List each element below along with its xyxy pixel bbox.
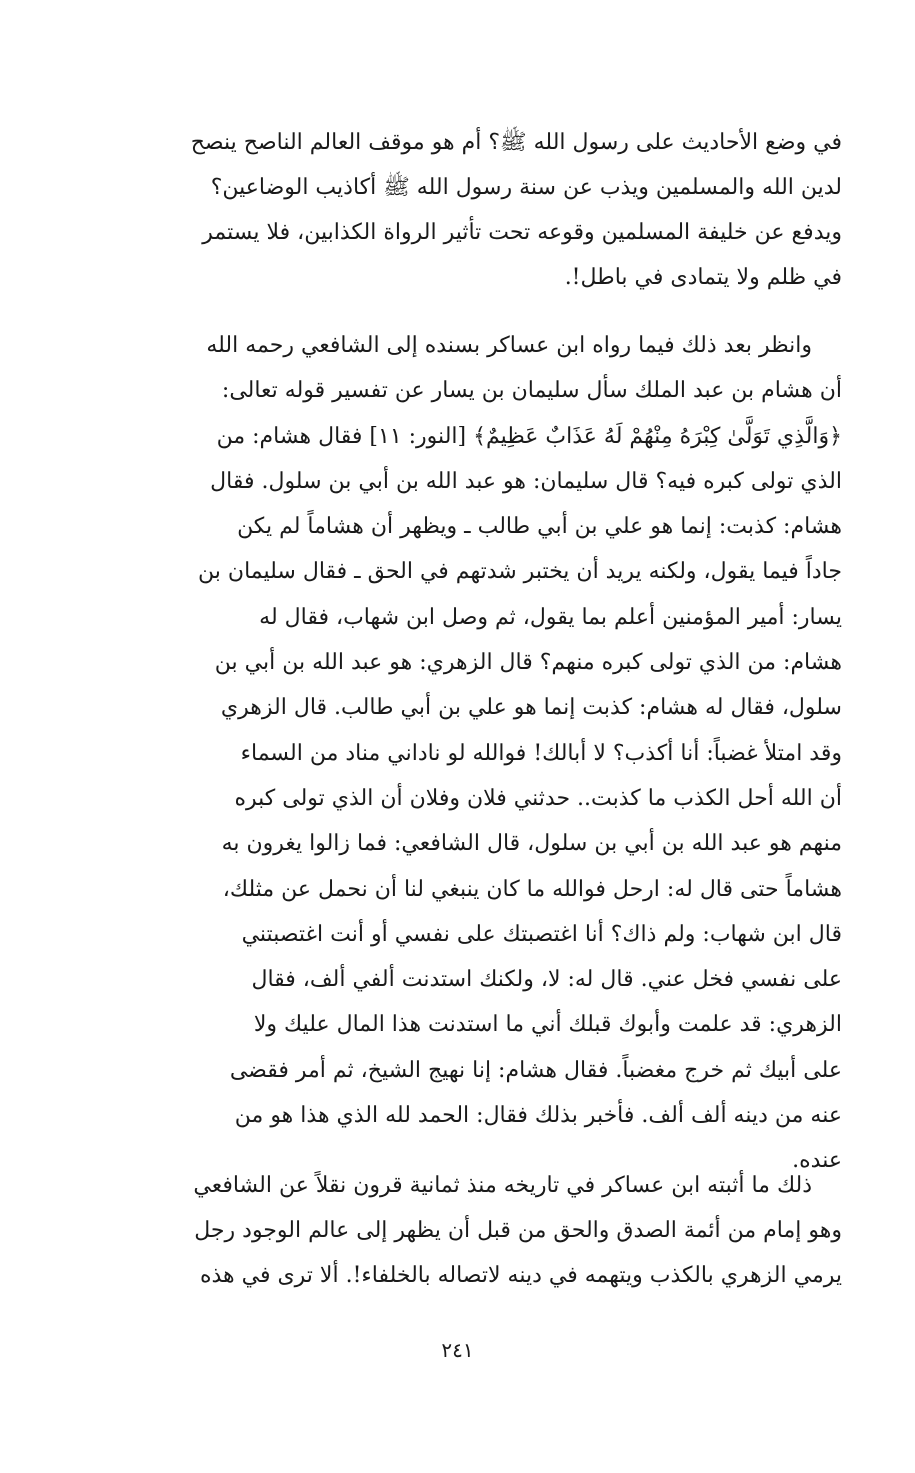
text-line: وقد امتلأ غضباً: أنا أكذب؟ لا أبالك! فوالله لو ناداني مناد من السماء (240, 740, 842, 766)
text-line: الذي تولى كبره فيه؟ قال سليمان: هو عبد الله بن أبي بن سلول. فقال (210, 468, 842, 494)
paragraph-2 (100, 323, 842, 1184)
page-number: ٢٤١ (441, 1338, 474, 1362)
text-line: يرمي الزهري بالكذب ويتهمه في دينه لاتصاله بالخلفاء!. ألا ترى في هذه (199, 1263, 842, 1288)
text-line: على نفسي فخل عني. قال له: لا، ولكنك استدنت ألفي ألف، فقال (251, 967, 842, 993)
text-line: أن هشام بن عبد الملك سأل سليمان بن يسار عن تفسير قوله تعالى: (221, 378, 842, 404)
text-line: لدين الله والمسلمين ويذب عن سنة رسول الله ﷺ أكاذيب الوضاعين؟ (210, 175, 842, 200)
paragraph-1 (100, 120, 842, 300)
text-line: وهو إمام من أئمة الصدق والحق من قبل أن يظهر إلى عالم الوجود رجل (194, 1218, 842, 1243)
text-line: سلول، فقال له هشام: كذبت إنما هو علي بن أبي طالب. قال الزهري (220, 695, 842, 721)
text-line: وانظر بعد ذلك فيما رواه ابن عساكر بسنده إلى الشافعي رحمه الله (206, 333, 812, 358)
text-line: في ظلم ولا يتمادى في باطل!. (564, 265, 842, 290)
text-line: هشاماً حتى قال له: ارحل فوالله ما كان ينبغي لنا أن نحمل عن مثلك، (222, 876, 842, 902)
quran-verse-line: ﴿وَالَّذِي تَوَلَّىٰ كِبْرَهُ مِنْهُمْ لَهُ عَذَابٌ عَظِيمٌ﴾ [النور: ١١] فقال هشام: من (216, 423, 842, 449)
text-line: هشام: من الذي تولى كبره منهم؟ قال الزهري: هو عبد الله بن أبي بن (214, 650, 842, 676)
text-line: قال ابن شهاب: ولم ذاك؟ أنا اغتصبتك على نفسي أو أنت اغتصبتني (241, 921, 842, 947)
text-line: جاداً فيما يقول، ولكنه يريد أن يختبر شدتهم في الحق ـ فقال سليمان بن (198, 559, 842, 585)
text-line: ذلك ما أثبته ابن عساكر في تاريخه منذ ثمانية قرون نقلاً عن الشافعي (193, 1173, 812, 1198)
paragraph-3 (100, 1163, 842, 1298)
text-line: أن الله أحل الكذب ما كذبت.. حدثني فلان وفلان أن الذي تولى كبره (234, 785, 842, 811)
text-line: الزهري: قد علمت وأبوك قبلك أني ما استدنت هذا المال عليك ولا (253, 1012, 842, 1038)
text-line: في وضع الأحاديث على رسول الله ﷺ؟ أم هو موقف العالم الناصح ينصح (190, 130, 842, 155)
text-line: هشام: كذبت: إنما هو علي بن أبي طالب ـ ويظهر أن هشاماً لم يكن (237, 514, 842, 540)
text-line: عنده. (792, 1148, 842, 1174)
text-line: يسار: أمير المؤمنين أعلم بما يقول، ثم وصل ابن شهاب، فقال له (259, 604, 842, 630)
text-line: منهم هو عبد الله بن أبي بن سلول، قال الشافعي: فما زالوا يغرون به (221, 831, 842, 857)
text-line: ويدفع عن خليفة المسلمين وقوعه تحت تأثير الرواة الكذابين، فلا يستمر (202, 220, 842, 245)
text-line: على أبيك ثم خرج مغضباً. فقال هشام: إنا نهيج الشيخ، ثم أمر فقضى (229, 1057, 842, 1083)
text-line: عنه من دينه ألف ألف. فأخبر بذلك فقال: الحمد لله الذي هذا هو من (234, 1103, 842, 1129)
